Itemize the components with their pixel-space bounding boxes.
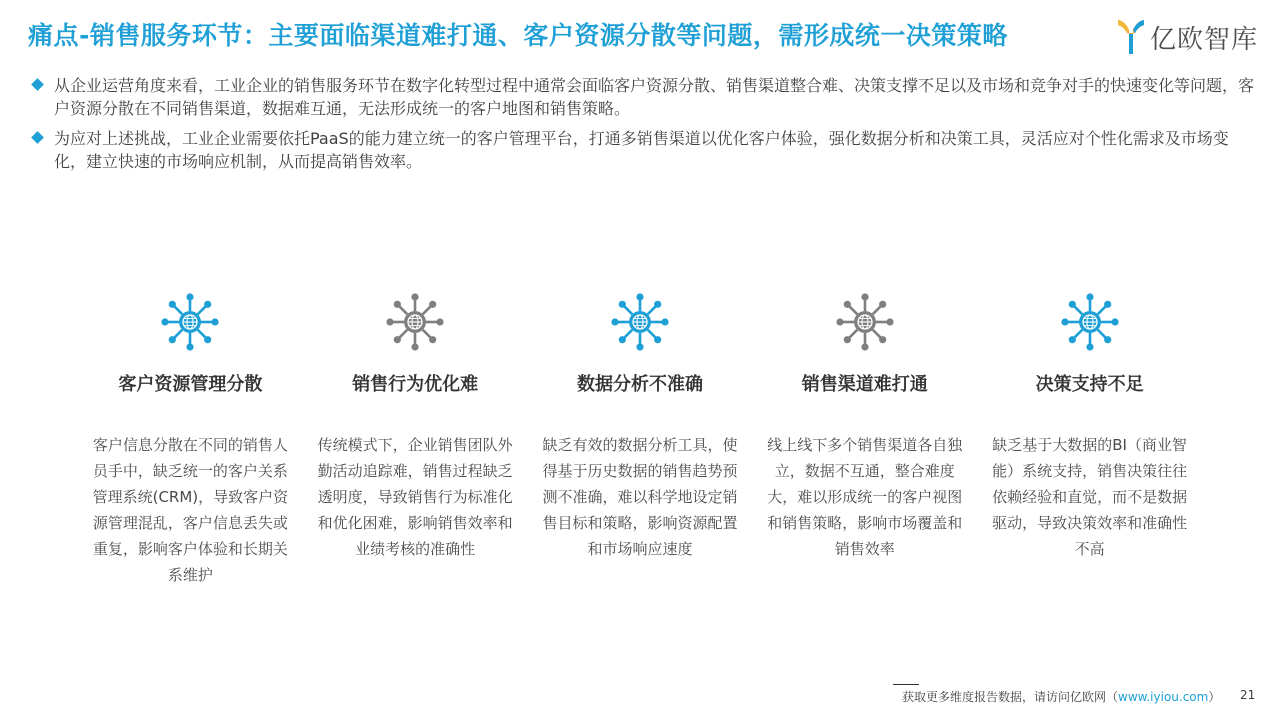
diamond-bullet-icon <box>31 78 44 91</box>
pain-point-card <box>977 292 1202 588</box>
pain-point-desc: 缺乏基于大数据的BI（商业智能）系统支持，销售决策往往依赖经验和直觉，而不是数据驱动，导致决策效率和准确性不高 <box>992 436 1188 558</box>
pain-point-card <box>752 292 977 588</box>
pain-point-columns <box>78 292 1202 588</box>
page-number: 21 <box>1240 688 1256 702</box>
website-link[interactable]: www.iyiou.com <box>1118 690 1209 704</box>
page-title: 痛点-销售服务环节：主要面临渠道难打通、客户资源分散等问题，需形成统一决策策略 <box>28 21 1008 50</box>
bullet-item <box>30 127 1255 173</box>
footer-text: 获取更多维度报告数据，请访问亿欧网（ <box>902 690 1119 704</box>
bullet-text: 为应对上述挑战，工业企业需要依托PaaS的能力建立统一的客户管理平台，打通多销售渠道以优化客户体验，强化数据分析和决策工具，灵活应对个性化需求及市场变化，建立快速的市场响应机制，从而提高销售效率。 <box>54 129 1229 171</box>
network-globe-icon <box>160 292 220 352</box>
bullet-item <box>30 74 1255 120</box>
footer-divider <box>893 684 919 685</box>
footer-note <box>902 688 1220 705</box>
pain-point-desc: 客户信息分散在不同的销售人员手中，缺乏统一的客户关系管理系统(CRM)，导致客户资源管理混乱，客户信息丢失或重复，影响客户体验和长期关系维护 <box>92 436 289 584</box>
brand-logo <box>1116 16 1266 58</box>
pain-point-title: 客户资源管理分散 <box>118 374 263 395</box>
pain-point-desc: 线上线下多个销售渠道各自独立，数据不互通，整合难度大，难以形成统一的客户视图和销售策略，影响市场覆盖和销售效率 <box>767 436 963 558</box>
pain-point-title: 决策支持不足 <box>1035 374 1144 395</box>
pain-point-card <box>528 292 753 588</box>
pain-point-card <box>78 292 303 588</box>
summary-bullets <box>30 74 1255 180</box>
network-globe-icon <box>835 292 895 352</box>
network-globe-icon <box>1060 292 1120 352</box>
footer-close: ） <box>1208 690 1221 704</box>
bullet-text: 从企业运营角度来看，工业企业的销售服务环节在数字化转型过程中通常会面临客户资源分散、销售渠道整合难、决策支撑不足以及市场和竞争对手的快速变化等问题，客户资源分散在不同销售渠道，数据难互通，无法形成统一的客户地图和销售策略。 <box>54 76 1255 118</box>
pain-point-title: 销售渠道难打通 <box>801 374 928 395</box>
pain-point-desc: 缺乏有效的数据分析工具，使得基于历史数据的销售趋势预测不准确，难以科学地设定销售目标和策略，影响资源配置和市场响应速度 <box>542 436 738 558</box>
pain-point-title: 数据分析不准确 <box>576 374 703 395</box>
diamond-bullet-icon <box>31 131 44 144</box>
yiou-logo-icon <box>1116 18 1146 56</box>
network-globe-icon <box>610 292 670 352</box>
pain-point-desc: 传统模式下，企业销售团队外勤活动追踪难，销售过程缺乏透明度，导致销售行为标准化和优化困难，影响销售效率和业绩考核的准确性 <box>317 436 513 558</box>
pain-point-card <box>303 292 528 588</box>
logo-text: 亿欧智库 <box>1150 24 1259 55</box>
pain-point-title: 销售行为优化难 <box>352 374 479 395</box>
network-globe-icon <box>385 292 445 352</box>
